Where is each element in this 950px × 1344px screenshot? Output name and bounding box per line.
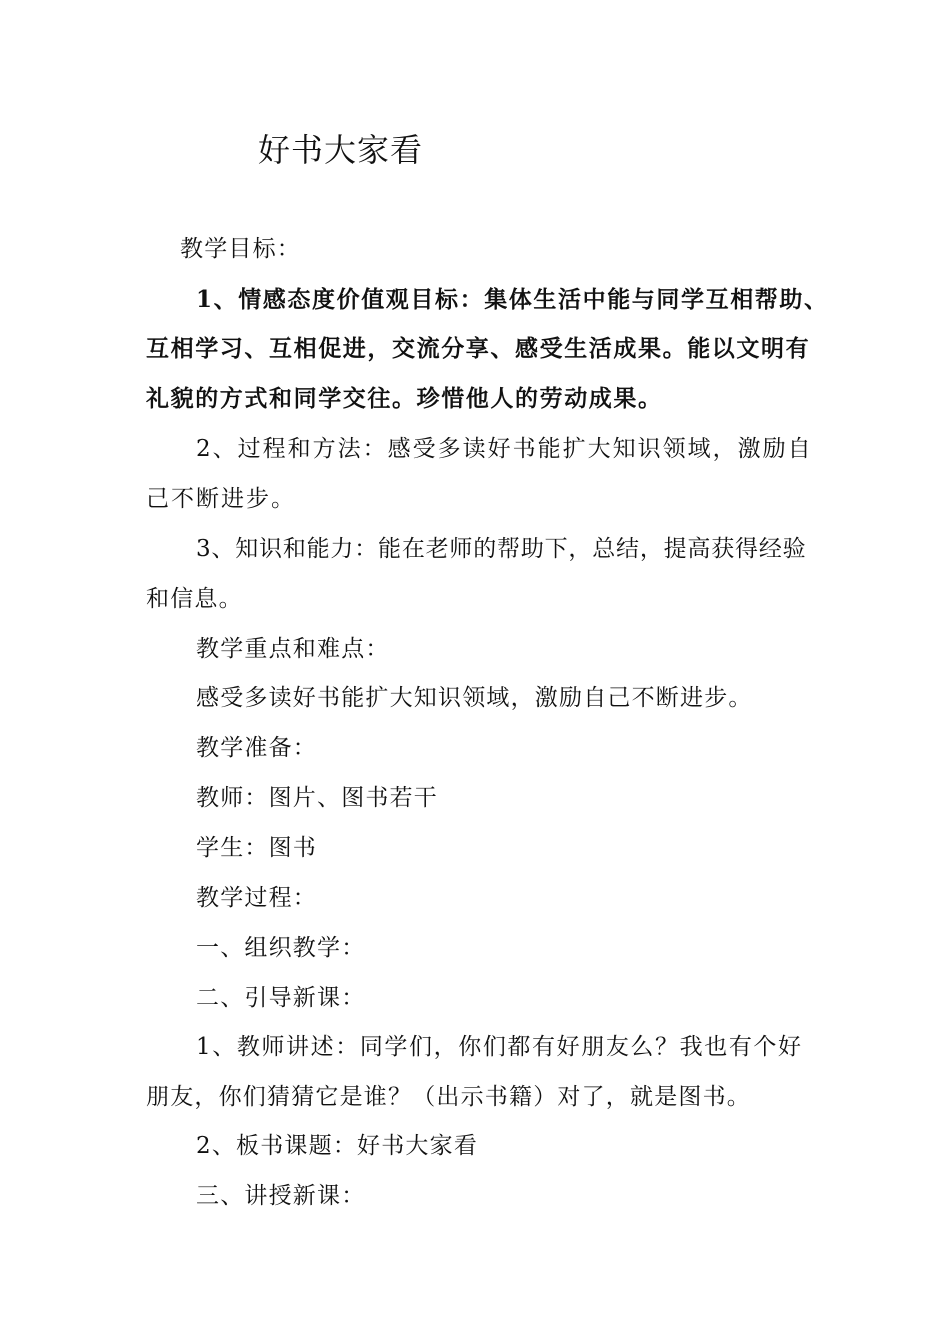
objective-3-line-1: 3、知识和能力：能在老师的帮助下，总结，提高获得经验 (196, 536, 807, 562)
objective-1-line-3: 礼貌的方式和同学交往。珍惜他人的劳动成果。 (146, 385, 663, 412)
process-step-2-item-1-line-1: 1、教师讲述：同学们，你们都有好朋友么？我也有个好 (196, 1034, 803, 1060)
process-step-2-item-1-line-2: 朋友，你们猜猜它是谁？（出示书籍）对了，就是图书。 (146, 1084, 751, 1110)
section-heading-key-points: 教学重点和难点： (196, 636, 390, 662)
objective-1-line-1: 1、情感态度价值观目标：集体生活中能与同学互相帮助、 (196, 286, 829, 313)
section-heading-process: 教学过程： (196, 885, 317, 911)
section-heading-objectives: 教学目标： (180, 236, 301, 262)
preparation-student: 学生：图书 (196, 835, 317, 861)
key-points-text: 感受多读好书能扩大知识领域，激励自己不断进步。 (196, 685, 753, 711)
process-step-1: 一、组织教学： (196, 935, 366, 961)
objective-1-line-2: 互相学习、互相促进，交流分享、感受生活成果。能以文明有 (146, 335, 811, 362)
preparation-teacher: 教师：图片、图书若干 (196, 785, 438, 811)
objective-2-line-2: 己不断进步。 (146, 486, 296, 512)
document-title: 好书大家看 (258, 131, 424, 169)
objective-2-line-1: 2、过程和方法：感受多读好书能扩大知识领域，激励自 (196, 436, 813, 462)
objective-3-line-2: 和信息。 (146, 586, 243, 612)
process-step-2-item-2: 2、板书课题：好书大家看 (196, 1133, 479, 1159)
section-heading-preparation: 教学准备： (196, 735, 317, 761)
process-step-2: 二、引导新课： (196, 985, 366, 1011)
process-step-3: 三、讲授新课： (196, 1183, 366, 1209)
